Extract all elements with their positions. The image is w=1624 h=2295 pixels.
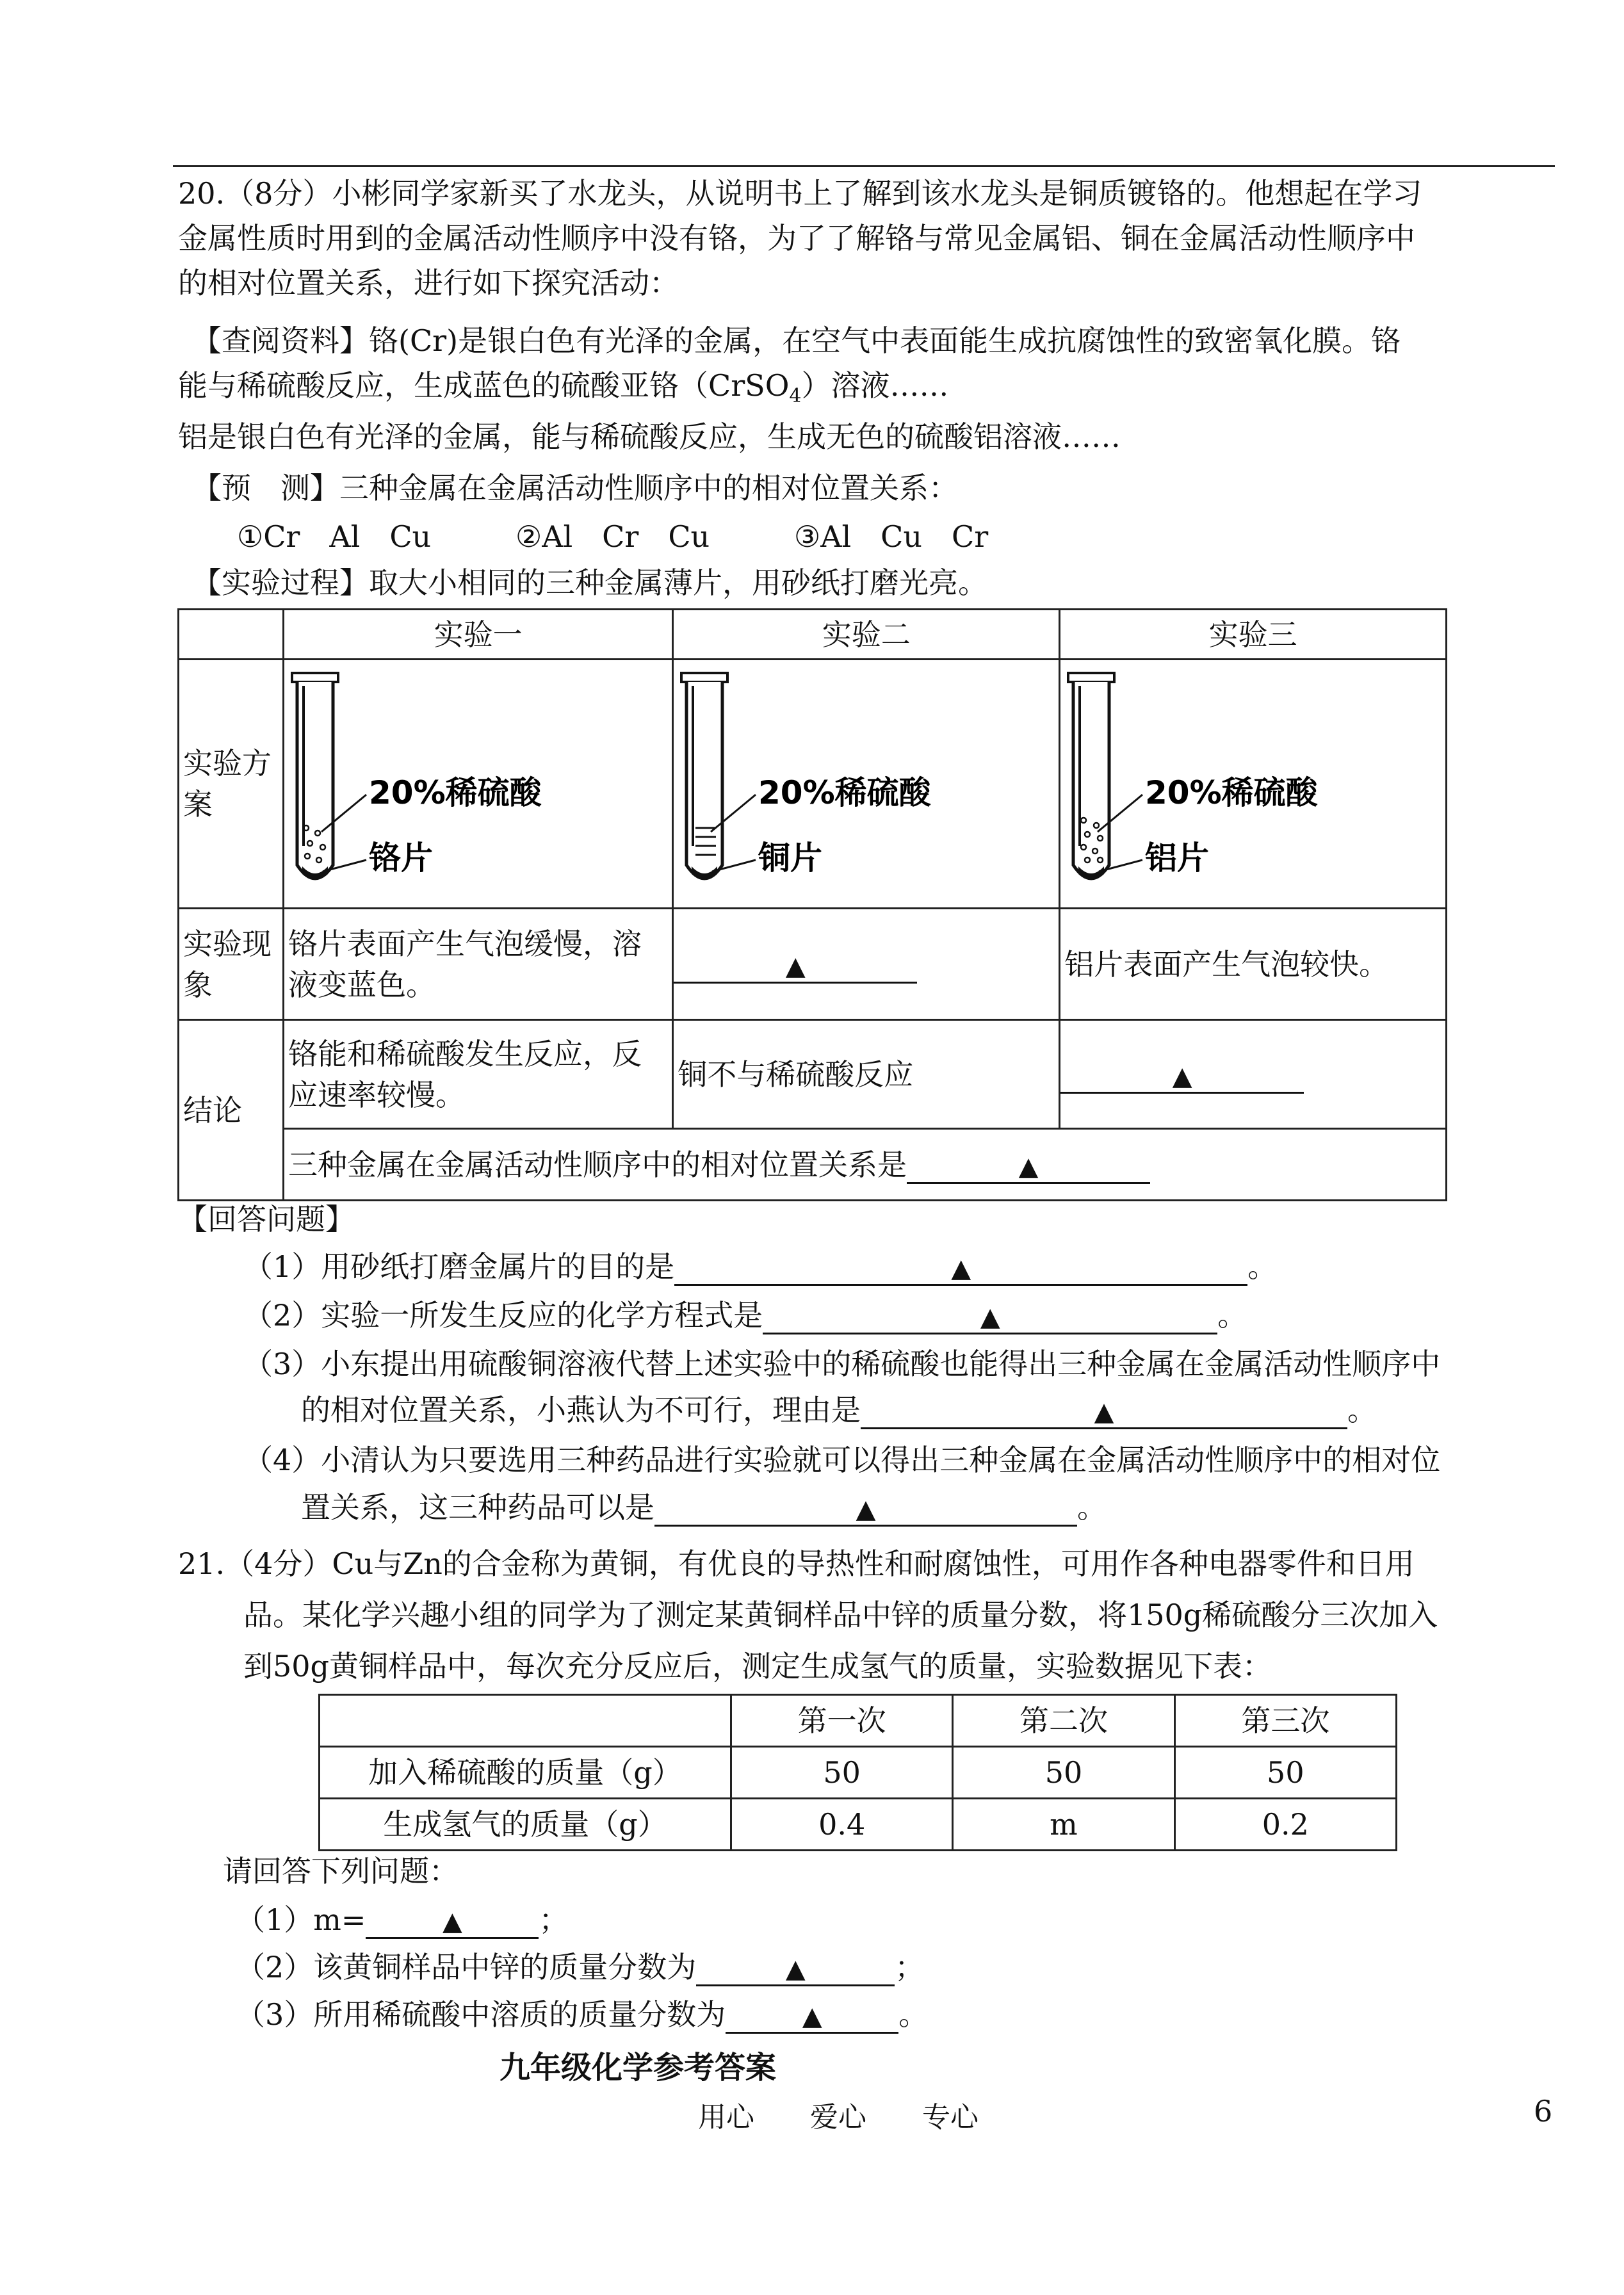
- question-end: 。: [898, 1997, 929, 2032]
- q20-answer-header: 【回答问题】: [178, 1202, 355, 1237]
- q20-3-blank[interactable]: [861, 1395, 1347, 1429]
- question-text: （2）实验一所发生反应的化学方程式是: [243, 1298, 763, 1333]
- test-tube-diagram-1: [284, 660, 662, 897]
- blank-marker: ▲: [443, 1907, 462, 1936]
- observation-2-blank[interactable]: [674, 949, 917, 984]
- info-subscript: 4: [789, 385, 802, 408]
- question-end: ；: [539, 1902, 569, 1937]
- header-rule: [173, 165, 1555, 167]
- plan-cell-3: [1060, 660, 1447, 909]
- metal-label-2: 铜片: [758, 839, 823, 877]
- question-end: 。: [1217, 1298, 1247, 1333]
- q20-intro-line-3: 的相对位置关系，进行如下探究活动：: [178, 266, 679, 300]
- experiment-table: [177, 608, 1447, 1201]
- observation-1: 铬片表面产生气泡缓慢，溶液变蓝色。: [283, 909, 672, 1020]
- q20-2-blank[interactable]: [763, 1300, 1217, 1334]
- q20-question-1: [243, 1246, 1620, 1287]
- metal-label-3: 铝片: [1145, 839, 1210, 877]
- conclusion-1: 铬能和稀硫酸发生反应，反应速率较慢。: [283, 1020, 672, 1129]
- row-acid-1: 50: [731, 1747, 953, 1799]
- header-empty: [320, 1695, 731, 1747]
- blank-marker: ▲: [785, 1954, 806, 1984]
- q21-intro-line-3: 到50g黄铜样品中，每次充分反应后，测定生成氢气的质量，实验数据见下表：: [243, 1649, 1272, 1683]
- q20-question-3-line-1: （3）小东提出用硫酸铜溶液代替上述实验中的稀硫酸也能得出三种金属在金属活动性顺序中: [243, 1347, 1441, 1381]
- question-end: 。: [1347, 1393, 1377, 1427]
- conclusion-2: 铜不与稀硫酸反应: [673, 1020, 1060, 1129]
- observation-3: 铝片表面产生气泡较快。: [1060, 909, 1447, 1020]
- blank-marker: ▲: [951, 1254, 971, 1283]
- final-conclusion-blank[interactable]: [907, 1149, 1150, 1184]
- row-acid-label: 加入稀硫酸的质量（g）: [320, 1747, 731, 1799]
- blank-marker: ▲: [785, 951, 806, 981]
- row-acid-2: 50: [953, 1747, 1174, 1799]
- q21-question-2: [236, 1947, 1612, 1988]
- footer-right: 专心: [922, 2101, 978, 2134]
- question-end: 。: [1077, 1490, 1107, 1525]
- observation-2: [673, 909, 1060, 1020]
- q21-3-blank[interactable]: [726, 1999, 898, 2034]
- info-text-end: ）溶液……: [801, 368, 949, 403]
- header-exp-2: 实验二: [673, 610, 1060, 660]
- q20-question-2: [243, 1295, 1620, 1336]
- header-exp-1: 实验一: [283, 610, 672, 660]
- metal-label-1: 铬片: [368, 839, 433, 877]
- header-third: 第三次: [1174, 1695, 1396, 1747]
- row-label-observation: 实验现象: [179, 909, 284, 1020]
- header-first: 第一次: [731, 1695, 953, 1747]
- q20-process: 【实验过程】取大小相同的三种金属薄片，用砂纸打磨光亮。: [192, 565, 987, 600]
- acid-label-2: 20%稀硫酸: [758, 774, 931, 811]
- row-hydrogen-label: 生成氢气的质量（g）: [320, 1799, 731, 1851]
- q21-question-1: [236, 1899, 1612, 1940]
- blank-marker: ▲: [980, 1302, 1000, 1332]
- question-text: （1）用砂纸打磨金属片的目的是: [243, 1249, 675, 1284]
- q21-question-3: [236, 1994, 1612, 2035]
- predict-option-1: ①Cr Al Cu: [237, 519, 432, 554]
- predict-option-2: ②Al Cr Cu: [516, 519, 710, 554]
- test-tube-diagram-3: [1060, 660, 1438, 897]
- q20-info-line-1: 【查阅资料】铬(Cr)是银白色有光泽的金属，在空气中表面能生成抗腐蚀性的致密氧化膜。铬: [192, 323, 1401, 358]
- q21-prompt: 请回答下列问题：: [223, 1854, 459, 1888]
- header-exp-3: 实验三: [1060, 610, 1447, 660]
- q20-info-line-3: 铝是银白色有光泽的金属，能与稀硫酸反应，生成无色的硫酸铝溶液……: [178, 419, 1121, 454]
- test-tube-diagram-2: [674, 660, 1052, 897]
- q21-intro-line-2: 品。某化学兴趣小组的同学为了测定某黄铜样品中锌的质量分数，将150g稀硫酸分三次加入: [243, 1598, 1438, 1632]
- q20-question-4-line-1: （4）小清认为只要选用三种药品进行实验就可以得出三种金属在金属活动性顺序中的相对位: [243, 1443, 1441, 1477]
- blank-marker: ▲: [1172, 1061, 1192, 1091]
- q20-4-blank[interactable]: [654, 1492, 1077, 1527]
- footer-left: 用心: [698, 2101, 754, 2134]
- q20-intro-line-1: 20.（8分）小彬同学家新买了水龙头，从说明书上了解到该水龙头是铜质镀铬的。他想起在学习: [178, 176, 1422, 211]
- conclusion-3-blank[interactable]: [1060, 1059, 1304, 1094]
- row-hydrogen-1: 0.4: [731, 1799, 953, 1851]
- blank-marker: ▲: [802, 2002, 822, 2031]
- q20-intro-line-2: 金属性质时用到的金属活动性顺序中没有铬，为了了解铬与常见金属铝、铜在金属活动性顺序中: [178, 221, 1415, 255]
- question-end: 。: [1247, 1249, 1278, 1284]
- blank-marker: ▲: [1018, 1151, 1039, 1181]
- q20-question-4-line-2: [301, 1487, 1624, 1528]
- plan-cell-1: [283, 660, 672, 909]
- info-text: 能与稀硫酸反应，生成蓝色的硫酸亚铬（CrSO: [178, 368, 790, 403]
- q20-info-line-2: [178, 365, 1555, 417]
- acid-label-1: 20%稀硫酸: [368, 774, 542, 811]
- question-text: （2）该黄铜样品中锌的质量分数为: [236, 1950, 697, 1984]
- q21-1-blank[interactable]: [366, 1904, 539, 1939]
- predict-option-3: ③Al Cu Cr: [794, 519, 989, 554]
- final-conclusion: [283, 1129, 1446, 1201]
- q20-1-blank[interactable]: [674, 1251, 1247, 1286]
- footer-middle: 爱心: [810, 2101, 866, 2134]
- row-hydrogen-2: m: [953, 1799, 1174, 1851]
- question-text: （3）所用稀硫酸中溶质的质量分数为: [236, 1997, 726, 2032]
- final-conclusion-text: 三种金属在金属活动性顺序中的相对位置关系是: [288, 1147, 907, 1182]
- row-hydrogen-3: 0.2: [1174, 1799, 1396, 1851]
- q20-question-3-line-2: [301, 1390, 1624, 1431]
- hydrogen-data-table: [318, 1694, 1397, 1851]
- row-label-plan: 实验方案: [179, 660, 284, 909]
- acid-label-3: 20%稀硫酸: [1145, 774, 1318, 811]
- q21-intro-line-1: 21.（4分）Cu与Zn的合金称为黄铜，有优良的导热性和耐腐蚀性，可用作各种电器零件和日用: [178, 1546, 1415, 1581]
- header-second: 第二次: [953, 1695, 1174, 1747]
- table-corner: [179, 610, 284, 660]
- blank-marker: ▲: [1094, 1397, 1114, 1427]
- row-label-conclusion: 结论: [179, 1020, 284, 1201]
- page-number: 6: [1534, 2094, 1553, 2129]
- question-text: 的相对位置关系，小燕认为不可行，理由是: [301, 1393, 861, 1427]
- blank-marker: ▲: [856, 1495, 876, 1524]
- conclusion-3: [1060, 1020, 1447, 1129]
- question-text: 置关系，这三种药品可以是: [301, 1490, 654, 1525]
- row-acid-3: 50: [1174, 1747, 1396, 1799]
- question-end: ；: [895, 1950, 925, 1984]
- answer-key-title: 九年级化学参考答案: [499, 2050, 777, 2086]
- plan-cell-2: [673, 660, 1060, 909]
- q21-2-blank[interactable]: [696, 1952, 895, 1986]
- q20-predict-label: 【预 测】三种金属在金属活动性顺序中的相对位置关系：: [192, 471, 958, 505]
- question-text: （1）m=: [236, 1902, 366, 1937]
